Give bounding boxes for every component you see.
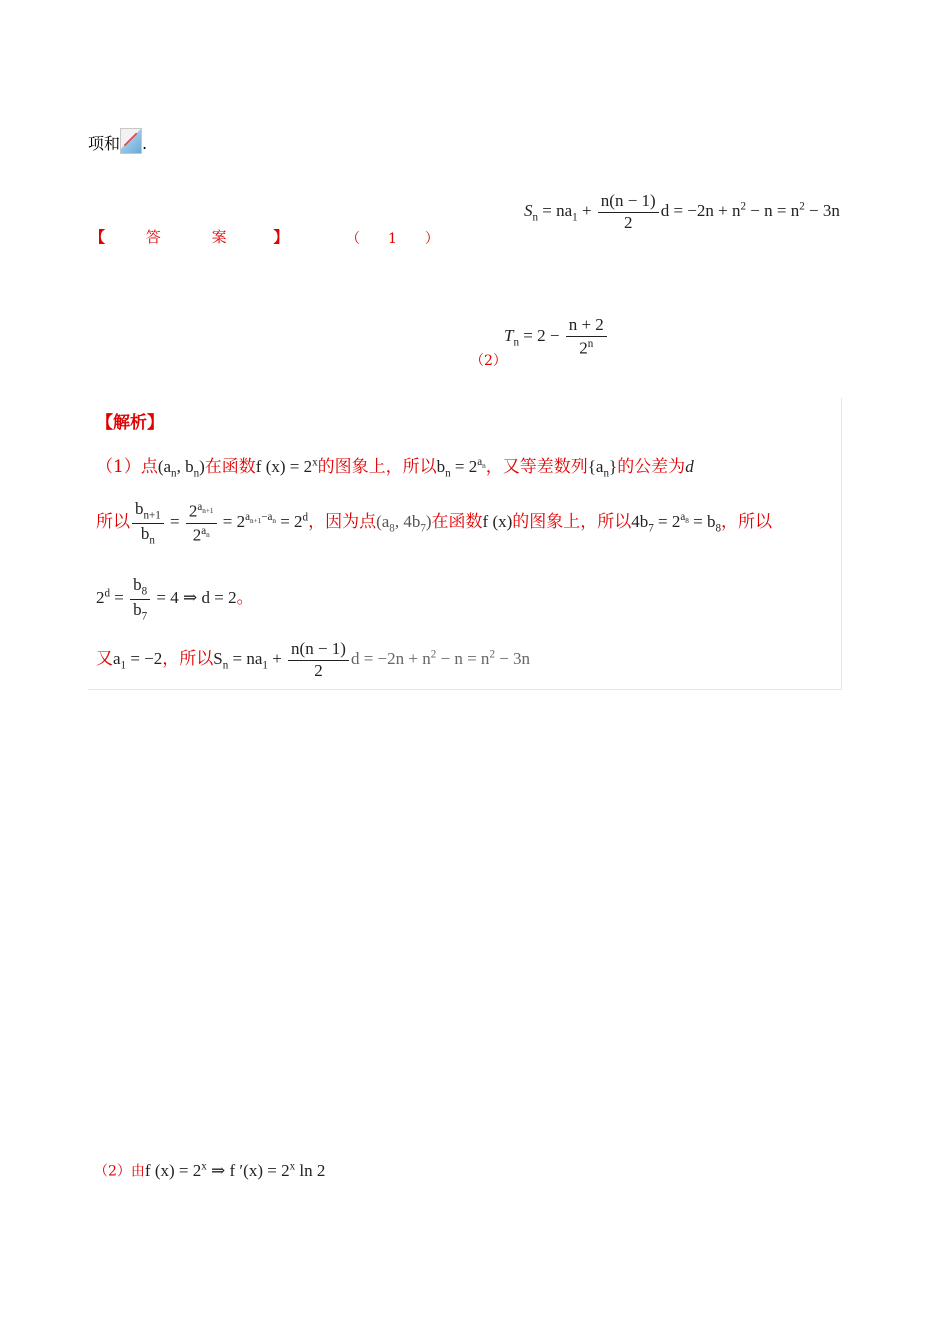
m: 7 <box>420 522 426 535</box>
m: = <box>110 587 129 607</box>
fraction <box>566 316 607 358</box>
math <box>130 499 309 546</box>
m: } <box>609 457 618 476</box>
math <box>631 511 722 535</box>
m: n+1 <box>250 517 262 526</box>
m: n <box>222 659 229 672</box>
answer-part1-label: （ 1 ） <box>346 231 439 247</box>
m: 2 <box>489 648 495 661</box>
text: ，所以 <box>721 511 773 532</box>
m: = −2 <box>126 649 163 669</box>
text: （1）点 <box>96 457 158 477</box>
fraction <box>186 501 217 545</box>
m: 8 <box>141 585 148 598</box>
m: d <box>302 511 309 524</box>
math <box>436 456 486 480</box>
s-sub: n <box>532 211 539 224</box>
math: f (x) <box>482 511 513 531</box>
m: a <box>245 511 250 524</box>
m: − n = n <box>436 649 490 669</box>
m: (a <box>376 511 390 531</box>
fraction-denominator: 2 <box>314 660 323 680</box>
text: 的公差为 <box>617 457 686 477</box>
m: ) <box>199 457 205 476</box>
fraction-numerator <box>130 576 150 600</box>
formula-tail: − 3n <box>804 201 840 221</box>
math: d <box>685 457 694 476</box>
m: 7 <box>648 522 654 535</box>
fraction <box>288 640 349 680</box>
a-sub: 1 <box>572 211 578 224</box>
broken-image-icon <box>120 128 142 154</box>
math <box>213 639 531 680</box>
m: −a <box>261 511 273 524</box>
text: 的图象上，所以 <box>317 457 437 477</box>
answer-part2-label: （2） <box>470 353 507 369</box>
m: (a <box>157 457 172 476</box>
m: n <box>272 517 276 526</box>
t-symbol: T <box>504 325 514 345</box>
den-base: 2 <box>579 338 588 358</box>
m: 8 <box>685 517 689 526</box>
m: 2 <box>188 501 198 521</box>
fraction-numerator: n + 2 <box>566 316 607 337</box>
fraction-denominator <box>138 524 158 547</box>
m: 4b <box>631 511 649 531</box>
formula-text: = 2 − <box>519 325 564 345</box>
fraction <box>130 576 150 622</box>
answer-bracket-open: 【 <box>90 228 106 246</box>
m: 8 <box>715 522 722 535</box>
m: d = −2n + n <box>350 649 431 669</box>
fraction-denominator: 2 <box>624 212 633 232</box>
m: ln 2 <box>295 1160 326 1180</box>
fraction <box>598 192 659 232</box>
m <box>680 511 689 526</box>
fraction-numerator <box>186 501 217 523</box>
m: n+1 <box>202 507 214 516</box>
m: b <box>133 575 142 594</box>
m: 2 <box>192 525 202 545</box>
m: , b <box>176 457 194 476</box>
m: + <box>267 649 287 669</box>
m: d <box>104 587 111 600</box>
m: − 3n <box>494 649 531 669</box>
text: ，又等差数列 <box>485 457 588 477</box>
answer-part1-formula <box>524 192 840 232</box>
text: ，因为点 <box>308 511 377 532</box>
math <box>96 575 237 622</box>
m: x <box>201 1160 207 1172</box>
analysis-line-4 <box>96 640 530 680</box>
answer-char-1: 答 <box>145 228 161 246</box>
text: 所以 <box>96 511 130 532</box>
m: 2 <box>96 587 105 607</box>
plus-sign: + <box>577 201 596 221</box>
m: ) <box>425 511 432 531</box>
m <box>201 525 210 537</box>
text: 在函数 <box>204 457 256 477</box>
analysis-line-1 <box>96 452 694 479</box>
m: = 2 <box>275 511 303 531</box>
fraction-denominator <box>130 600 150 623</box>
m: b <box>133 599 142 619</box>
m: n <box>149 533 155 546</box>
m: f (x) = 2 <box>255 457 313 476</box>
m: a <box>197 501 203 514</box>
math <box>157 457 205 480</box>
m: = 4 ⇒ d = 2 <box>152 587 237 607</box>
analysis-line-3 <box>96 576 254 622</box>
m: n <box>206 530 210 539</box>
m: f (x) = 2 <box>144 1160 202 1180</box>
m: = 2 <box>218 511 246 531</box>
m: 2 <box>430 648 437 661</box>
math <box>113 649 163 672</box>
math <box>376 511 432 535</box>
m: a <box>201 524 207 537</box>
formula-tail: − n = n <box>746 201 800 221</box>
intro-text: 项和 <box>88 134 121 153</box>
m: S <box>213 649 223 669</box>
m: n+1 <box>143 509 161 522</box>
fraction <box>132 500 164 546</box>
m <box>477 456 486 471</box>
m: n <box>193 467 200 480</box>
part2-label: （2）由 <box>94 1163 145 1180</box>
text: 的图象上，所以 <box>512 511 632 532</box>
m: n <box>445 467 451 480</box>
exp: 2 <box>740 200 747 213</box>
m: n <box>482 462 486 471</box>
exp: 2 <box>799 200 805 213</box>
m: b <box>135 499 144 518</box>
m: b <box>436 457 446 476</box>
m: 1 <box>120 659 127 672</box>
text: ，所以 <box>162 649 214 670</box>
m: 8 <box>389 522 395 535</box>
intro-period: . <box>142 134 148 153</box>
m: = b <box>688 511 716 531</box>
fraction-denominator <box>190 524 213 545</box>
fraction-numerator: n(n − 1) <box>288 640 349 661</box>
m: a <box>680 511 686 524</box>
m: ⇒ f ′(x) = 2 <box>206 1160 290 1180</box>
m: = 2 <box>450 457 478 476</box>
part2-line <box>94 1160 325 1181</box>
m <box>351 649 530 668</box>
m: n <box>171 467 177 480</box>
answer-part2-formula <box>504 316 609 358</box>
fraction-numerator <box>132 500 164 524</box>
answer-label <box>90 226 288 247</box>
m: 1 <box>262 659 268 672</box>
m <box>197 501 214 516</box>
m: = <box>165 511 184 531</box>
text: 在函数 <box>431 511 483 532</box>
formula-tail: d = −2n + n <box>660 201 741 221</box>
m: = 2 <box>653 511 681 531</box>
math <box>587 457 618 480</box>
text: 。 <box>236 587 254 608</box>
m: x <box>312 456 318 469</box>
t-sub: n <box>513 336 519 349</box>
m: x <box>289 1160 296 1172</box>
m: n <box>603 467 610 480</box>
s-symbol: S <box>524 201 533 221</box>
den-exp: n <box>587 337 594 350</box>
m: a <box>113 649 121 669</box>
fraction-numerator: n(n − 1) <box>598 192 659 213</box>
analysis-line-2 <box>96 500 772 546</box>
text: 又 <box>96 649 113 670</box>
analysis-title: 【解析】 <box>96 413 164 433</box>
math <box>145 1161 325 1180</box>
m: b <box>140 523 150 543</box>
answer-bracket-close: 】 <box>273 228 289 246</box>
m: = na <box>228 649 263 669</box>
fraction-denominator <box>576 337 596 358</box>
formula-text: = na <box>538 201 573 221</box>
m <box>245 511 276 526</box>
m: , 4b <box>394 511 421 531</box>
m: a <box>477 456 483 469</box>
intro-line <box>88 128 147 154</box>
m: 7 <box>141 609 148 622</box>
math <box>256 457 318 476</box>
m: {a <box>587 457 604 476</box>
answer-char-2: 案 <box>211 228 227 246</box>
